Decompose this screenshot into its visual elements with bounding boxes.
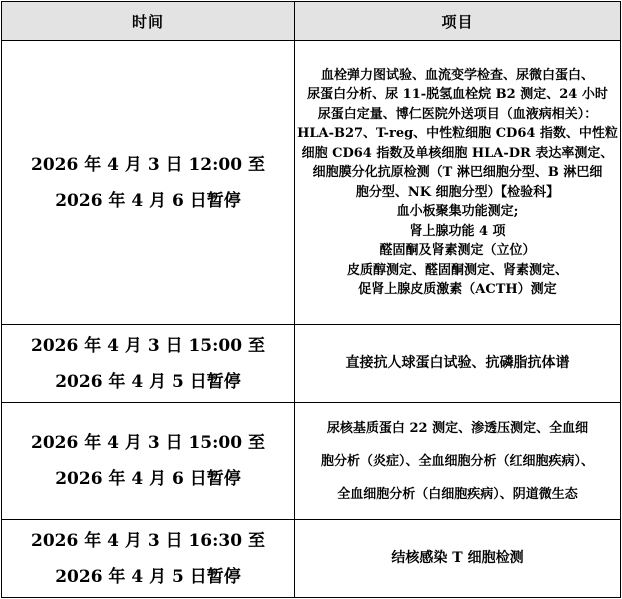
item-line: 皮质醇测定、醛固酮测定、肾素测定、: [346, 262, 568, 278]
time-end: 2026 年 4 月 5 日暂停: [55, 371, 241, 392]
table-row: [2, 325, 621, 403]
time-start: 2026 年 4 月 3 日 15:00 至: [31, 335, 265, 356]
item-line: 细胞 CD64 指数及单核细胞 HLA-DR 表达率测定、: [301, 145, 614, 161]
items-cell: [295, 325, 621, 403]
time-start: 2026 年 4 月 3 日 16:30 至: [31, 530, 265, 551]
time-cell: [2, 41, 295, 325]
table-row: [2, 520, 621, 598]
item-line: 结核感染 T 细胞检测: [391, 549, 524, 566]
table-header-row: [2, 2, 621, 41]
time-start: 2026 年 4 月 3 日 15:00 至: [31, 433, 265, 453]
items-cell: [295, 403, 621, 520]
header-items: 项目: [295, 2, 621, 41]
schedule-table: [1, 1, 621, 598]
table-row: [2, 403, 621, 520]
time-end: 2026 年 4 月 5 日暂停: [55, 566, 241, 587]
item-line: 胞分型、NK 细胞分型）【检验科】: [355, 184, 560, 200]
time-cell: [2, 520, 295, 598]
item-line: 直接抗人球蛋白试验、抗磷脂抗体谱: [345, 354, 570, 371]
time-end: 2026 年 4 月 6 日暂停: [55, 469, 241, 489]
time-cell: [2, 403, 295, 520]
item-line: HLA-B27、T-reg、中性粒细胞 CD64 指数、中性粒: [297, 126, 618, 141]
item-line: 尿核基质蛋白 22 测定、渗透压测定、全血细: [326, 420, 589, 436]
table-row: [2, 41, 621, 325]
item-line: 全血细胞分析（白细胞疾病）、阴道微生态: [337, 486, 578, 502]
time-cell: [2, 325, 295, 403]
item-line: 肾上腺功能 4 项: [409, 223, 506, 239]
item-line: 胞分析（炎症）、全血细胞分析（红细胞疾病）、: [320, 453, 594, 469]
item-line: 尿蛋白定量、博仁医院外送项目（血液病相关）：: [317, 106, 598, 122]
item-line: 血小板聚集功能测定;: [396, 204, 519, 219]
items-cell: [295, 41, 621, 325]
item-line: 尿蛋白分析、尿 11-脱氢血栓烷 B2 测定、24 小时: [307, 87, 608, 102]
item-line: 醛固酮及肾素测定（立位）: [379, 243, 536, 258]
time-end: 2026 年 4 月 6 日暂停: [55, 190, 241, 211]
item-line: 细胞膜分化抗原检测（T 淋巴细胞分型、B 淋巴细: [312, 165, 603, 180]
item-line: 血栓弹力图试验、血流变学检查、尿微白蛋白、: [320, 67, 594, 83]
item-line: 促肾上腺皮质激素（ACTH）测定: [358, 282, 557, 297]
items-cell: [295, 520, 621, 598]
header-time: 时间: [2, 2, 295, 41]
time-start: 2026 年 4 月 3 日 12:00 至: [31, 154, 265, 175]
